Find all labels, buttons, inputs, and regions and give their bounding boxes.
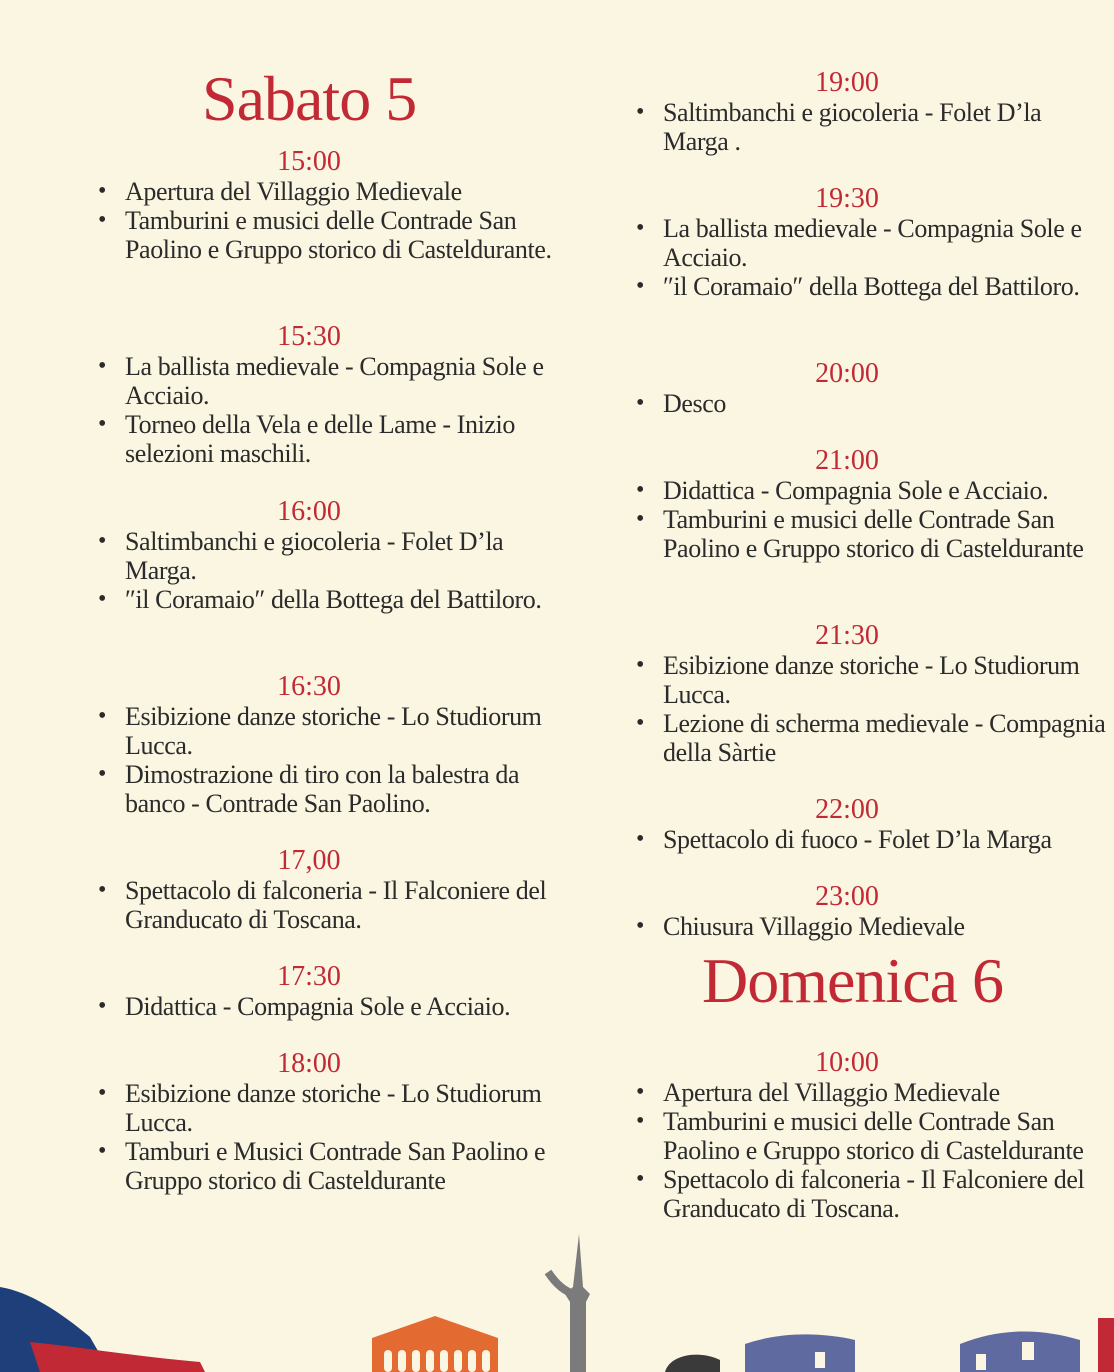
red-accent [1098, 1318, 1114, 1372]
event-list [636, 98, 1106, 156]
event-item: • Spettacolo di falconeria - Il Falconiere del Granducato di Toscana. [636, 1165, 1106, 1223]
flag-icon [0, 1287, 205, 1372]
event-item: • Tamburini e musici delle Contrade San Paolino e Gruppo storico di Casteldurante [636, 1107, 1106, 1165]
event-item: • Spettacolo di falconeria - Il Falconiere del Granducato di Toscana. [98, 876, 568, 934]
event-item: • Esibizione danze storiche - Lo Studiorum Lucca. [98, 1079, 568, 1137]
event-item: • Torneo della Vela e delle Lame - Inizio selezioni maschili. [98, 410, 568, 468]
event-item: • ″il Coramaio″ della Bottega del Battiloro. [636, 272, 1106, 301]
time-slot [636, 795, 1106, 854]
event-list [98, 702, 568, 818]
time-label: 15:00 [277, 146, 341, 177]
event-list [636, 389, 1106, 418]
time-slot [636, 882, 1106, 941]
event-item: • Lezione di scherma medievale - Compagnia della Sàrtie [636, 709, 1106, 767]
event-item: • Esibizione danze storiche - Lo Studiorum Lucca. [636, 651, 1106, 709]
time-label: 19:30 [815, 183, 879, 214]
event-list [98, 876, 568, 934]
event-item: • La ballista medievale - Compagnia Sole e Acciaio. [98, 352, 568, 410]
time-slot [98, 962, 568, 1021]
time-label: 21:00 [815, 445, 879, 476]
tower-icon [548, 1234, 590, 1372]
event-item: • Esibizione danze storiche - Lo Studiorum Lucca. [98, 702, 568, 760]
time-label: 19:00 [815, 67, 879, 98]
day-title-sunday: Domenica 6 [702, 945, 1003, 1016]
time-slot [636, 621, 1106, 767]
event-item: • Apertura del Villaggio Medievale [98, 177, 568, 206]
event-list [636, 651, 1106, 767]
house-icon [745, 1331, 1080, 1372]
time-slot [98, 846, 568, 934]
event-list [98, 992, 568, 1021]
event-item: • La ballista medievale - Compagnia Sole e Acciaio. [636, 214, 1106, 272]
time-label: 18:00 [277, 1048, 341, 1079]
time-slot [636, 359, 1106, 418]
event-item: • Spettacolo di fuoco - Folet D’la Marga [636, 825, 1106, 854]
time-label: 16:00 [277, 496, 341, 527]
event-item: • ″il Coramaio″ della Bottega del Battiloro. [98, 585, 568, 614]
time-slot [98, 322, 568, 468]
event-item: • Desco [636, 389, 1106, 418]
event-item: • Didattica - Compagnia Sole e Acciaio. [636, 476, 1106, 505]
time-label: 20:00 [815, 358, 879, 389]
time-slot [636, 446, 1106, 563]
time-slot [636, 68, 1106, 156]
time-slot [636, 1048, 1106, 1223]
event-list [98, 177, 568, 264]
town-illustration [0, 1232, 1114, 1372]
time-label: 16:30 [277, 671, 341, 702]
building-icon [372, 1316, 498, 1372]
dome-icon [665, 1355, 720, 1372]
event-item: • Apertura del Villaggio Medievale [636, 1078, 1106, 1107]
time-slot [98, 1049, 568, 1195]
event-item: • Tamburini e musici delle Contrade San Paolino e Gruppo storico di Casteldurante. [98, 206, 568, 264]
time-label: 10:00 [815, 1047, 879, 1078]
time-slot [98, 672, 568, 818]
day-title-saturday: Sabato 5 [202, 63, 417, 134]
event-item: • Chiusura Villaggio Medievale [636, 912, 1106, 941]
time-slot [636, 184, 1106, 301]
event-list [636, 476, 1106, 563]
time-label: 21:30 [815, 620, 879, 651]
event-list [98, 1079, 568, 1195]
event-item: • Tamburini e musici delle Contrade San Paolino e Gruppo storico di Casteldurante [636, 505, 1106, 563]
time-slot [98, 147, 568, 264]
event-list [636, 1078, 1106, 1223]
time-label: 23:00 [815, 881, 879, 912]
event-list [636, 825, 1106, 854]
event-item: • Didattica - Compagnia Sole e Acciaio. [98, 992, 568, 1021]
event-list [636, 912, 1106, 941]
event-item: • Dimostrazione di tiro con la balestra da banco - Contrade San Paolino. [98, 760, 568, 818]
event-list [98, 352, 568, 468]
event-item: • Saltimbanchi e giocoleria - Folet D’la Marga . [636, 98, 1106, 156]
time-slot [98, 497, 568, 614]
time-label: 22:00 [815, 794, 879, 825]
event-list [636, 214, 1106, 301]
time-label: 17:30 [277, 961, 341, 992]
event-list [98, 527, 568, 614]
time-label: 15:30 [277, 321, 341, 352]
time-label: 17,00 [277, 845, 341, 876]
event-item: • Tamburi e Musici Contrade San Paolino e Gruppo storico di Casteldurante [98, 1137, 568, 1195]
event-item: • Saltimbanchi e giocoleria - Folet D’la Marga. [98, 527, 568, 585]
